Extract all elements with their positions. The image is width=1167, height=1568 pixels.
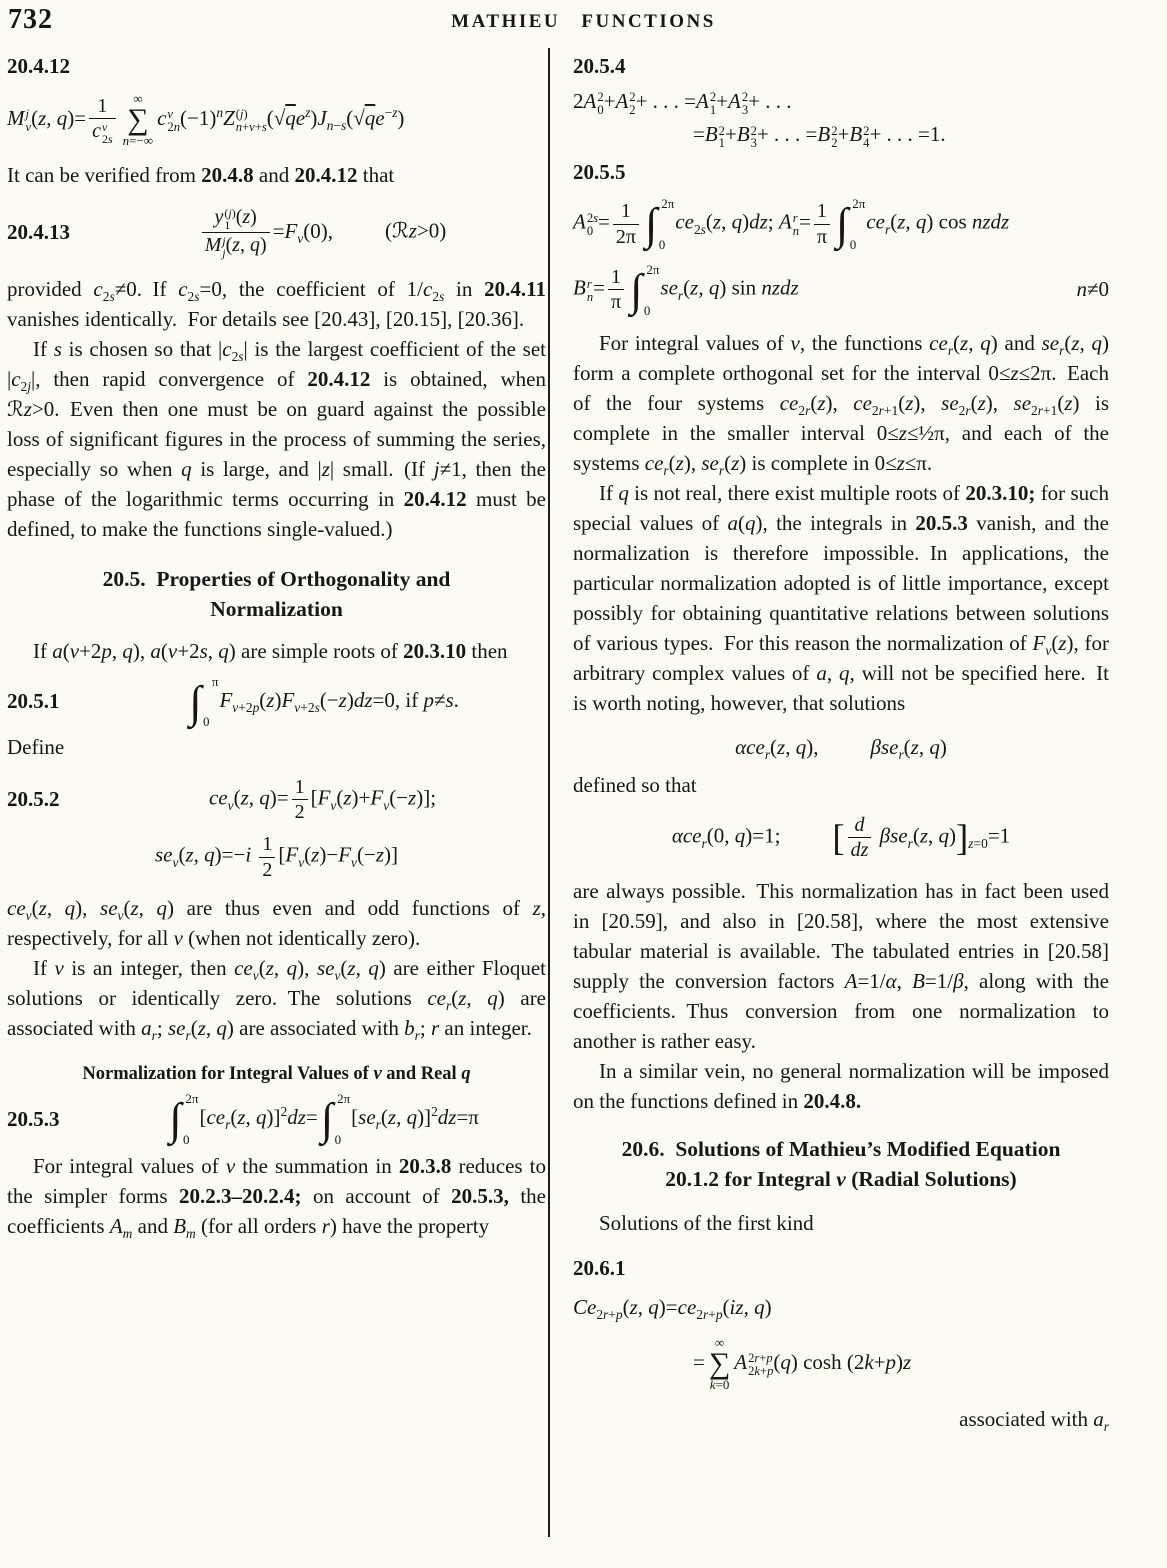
equation-20-5-2-line2: $se_\nu(z$, q)=−i $\frac{1}{2}$ $[F_\nu(z)-F_\nu(-z)]$ — [154, 833, 399, 881]
page-header — [0, 0, 1167, 48]
equation-label-20-5-2: 20.5.2 — [7, 787, 60, 812]
equation-alpha-beta: αce$_r$(z, q), βse$_r$(z, q) — [735, 734, 947, 762]
running-head: MATHIEU FUNCTIONS — [451, 11, 716, 32]
equation-label-20-5-4: 20.5.4 — [573, 54, 626, 78]
right-column — [550, 48, 1167, 1537]
equation-20-5-4-line1: 2A2 0+A2 2+ . . . =A2 1+A2 3+ . . . — [573, 89, 792, 118]
section-heading-line2: Normalization — [210, 596, 343, 621]
equation-row-20-5-1 — [7, 673, 546, 730]
equation-20-5-5-line1: A2s 0 = $\frac{1}{2\pi}$ ∫ 2π 0 $ce_{2s}(z$, q)dz; Ar n= $\frac{1}{\pi}$ ∫ 2π 0 $ce_r(z$, q) cos nzdz — [573, 196, 1010, 252]
page-number: 732 — [8, 4, 53, 35]
section-heading-line2: 20.1.2 for Integral ν (Radial Solutions) — [665, 1166, 1017, 1191]
left-column — [0, 48, 546, 1537]
paragraph-for-integral: For integral values of ν the summation in 20.3.8 reduces to the simpler forms 20.2.3–20.2.4; on account of 20.5.3, the coefficients $A_m$ and $B_m$ (for all orders r) have the property — [7, 1154, 547, 1242]
paragraph-solutions-first-kind: Solutions of the first kind — [599, 1210, 814, 1235]
equation-label-20-5-3: 20.5.3 — [7, 1106, 60, 1131]
equation-20-5-5-line2 — [573, 261, 1109, 318]
equation-20-4-13-main: y(j) 1 (z) Mj j(z, q) $=F_\nu(0)$, — [199, 219, 333, 243]
equation-20-6-1-line1: $Ce_{2r+p}(z$, $q)=ce_{2r+p}(iz$, q) — [573, 1294, 772, 1322]
paragraph-if-a: If a(ν+2p, q), a(ν+2s, q) are simple roots of 20.3.10 then — [33, 638, 508, 663]
paragraph-define: Define — [7, 734, 65, 759]
section-heading-line1: 20.6. Solutions of Mathieu’s Modified Equation — [621, 1136, 1061, 1161]
paragraph-verified: It can be verified from 20.4.8 and 20.4.12 that — [7, 163, 395, 188]
equation-label-20-4-12: 20.4.12 — [7, 54, 70, 78]
paragraph-defined-so-that: defined so that — [573, 772, 697, 797]
equation-20-6-1-line2: = ∞ ∑ k=0 A2r+p 2k+p(q) cosh (2k+p)z — [693, 1334, 912, 1392]
equation-label-20-6-1: 20.6.1 — [573, 1255, 626, 1280]
equation-20-6-1-association: associated with $a_r$ — [959, 1407, 1109, 1435]
subsection-heading-normalization: Normalization for Integral Values of ν and Real q — [82, 1064, 471, 1085]
paragraph-for-integral-nu: For integral values of ν, the functions $ce_r(z$, q) and $se_r(z$, q) form a complete orthogonal set for the interval 0≤z≤2π. Each of the four systems $ce_{2r}(z)$, $ce_{2r+1}(z)$, $se_{2r}(z)$, $se_{2r+1}(z)$ is complete in the smaller interval 0≤z≤½π, and each of the systems $ce_r(z)$, $se_r(z)$ is complete in 0≤z≤π. — [573, 330, 1110, 478]
equation-20-5-2-line1: $ce_\nu(z$, q)= $\frac{1}{2}$ $[F_\nu(z)+F_\nu(-z)]$; — [208, 775, 437, 824]
equation-20-4-13 — [99, 206, 546, 259]
equation-20-5-5-line2-main: Br n= $\frac{1}{\pi}$ ∫ 2π 0 $se_r(z$, q) sin nzdz — [573, 261, 799, 318]
equation-20-5-1: ∫ π 0 $F_{\nu+2p}(z)F_{\nu+2s}(-z)dz=0$, if p≠s. — [189, 673, 459, 730]
section-heading-20-5 — [7, 564, 546, 624]
equation-row-20-4-13 — [7, 206, 546, 259]
equation-20-5-5-condition: n≠0 — [1076, 277, 1109, 302]
equation-20-5-4-line2: =B2 1+B2 3+ . . . =B2 2+B2 4+ . . . =1. — [693, 122, 946, 151]
paragraph-if-q: If q is not real, there exist multiple roots of 20.3.10; for such special values of a(q), the integrals in 20.5.3 vanish, and the normalization is therefore impossible. In applications, the particular normalization adopted is of little importance, except possibly for obtaining quantitative relations between solutions of various types. For this reason the normalization of $F_\nu(z)$, for arbitrary complex values of a, q, will not be specified here. It is worth noting, however, that solutions — [573, 480, 1109, 715]
two-column-layout — [0, 48, 1167, 1537]
equation-row-20-5-3 — [7, 1091, 546, 1147]
equation-20-5-3: ∫ 2π 0 [$ce_r(z$, q)]$^2$dz=∫ 2π 0 [$se_r(z$, q)]$^2$dz=π — [169, 1091, 479, 1147]
equation-label-20-5-5: 20.5.5 — [573, 160, 626, 185]
paragraph-provided: provided $c_{2s}\ne 0$. If $c_{2s}=0$, the coefficient of $1/c_{2s}$ in 20.4.11 vanishes identically. For details see [20.43], [20.15], [20.36]. — [7, 276, 546, 331]
equation-label-20-5-1: 20.5.1 — [7, 689, 60, 714]
paragraph-if-nu: If ν is an integer, then $ce_\nu(z$, q), $se_\nu(z$, q) are either Floquet solutions or identically zero. The solutions $ce_r(z$, q) are associated with $a_r$; $se_r(z$, q) are associated with $b_r$; r an integer. — [7, 956, 547, 1044]
equation-label-20-4-13: 20.4.13 — [7, 220, 70, 245]
equation-normalization: αce$_r$(0, q)=1; [ $\frac{d}{dz}$ βse$_r$(z, $q)]_{z=0}=1$ — [671, 813, 1011, 862]
section-heading-20-6 — [573, 1134, 1109, 1194]
paragraph-always-possible: are always possible. This normalization has in fact been used in [20.59], and also in [20.58], where the most extensive tabular material is available. The tabulated entries in [20.58] supply the conversion factors A=1/α, B=1/β, along with the coefficients. Thus conversion from one normalization to another is rather easy. — [573, 878, 1109, 1053]
equation-row-20-5-2 — [7, 776, 546, 824]
paragraph-if-s: If s is chosen so that $|c_{2s}|$ is the largest coefficient of the set $|c_{2j}|$, then rapid convergence of 20.4.12 is obtained, when ℛz>0. Even then one must be on guard against the possible loss of significant figures in the process of summing the series, especially so when q is large, and |z| small. (If j≠1, then the phase of the logarithmic terms occurring in 20.4.12 must be defined, to make the functions single-valued.) — [7, 336, 547, 541]
section-heading-line1: 20.5. Properties of Orthogonality and — [102, 566, 451, 591]
paragraph-similar-vein: In a similar vein, no general normalization will be imposed on the functions defined in 20.4.8. — [573, 1058, 1109, 1113]
equation-20-4-13-condition: (ℛz>0) — [385, 218, 447, 243]
paragraph-ce-se: $ce_\nu(z$, q), $se_\nu(z$, q) are thus even and odd functions of z, respectively, for all ν (when not identically zero). — [7, 896, 547, 951]
equation-20-4-12: Mj ν(z, q)= 1 cν 2s ∞ ∑ n=−∞ cν $2n(-1)^nZ(j)$ $n+\nu+s(√qe^z)J_{n-s}(√qe^{-z})$ — [7, 91, 405, 148]
